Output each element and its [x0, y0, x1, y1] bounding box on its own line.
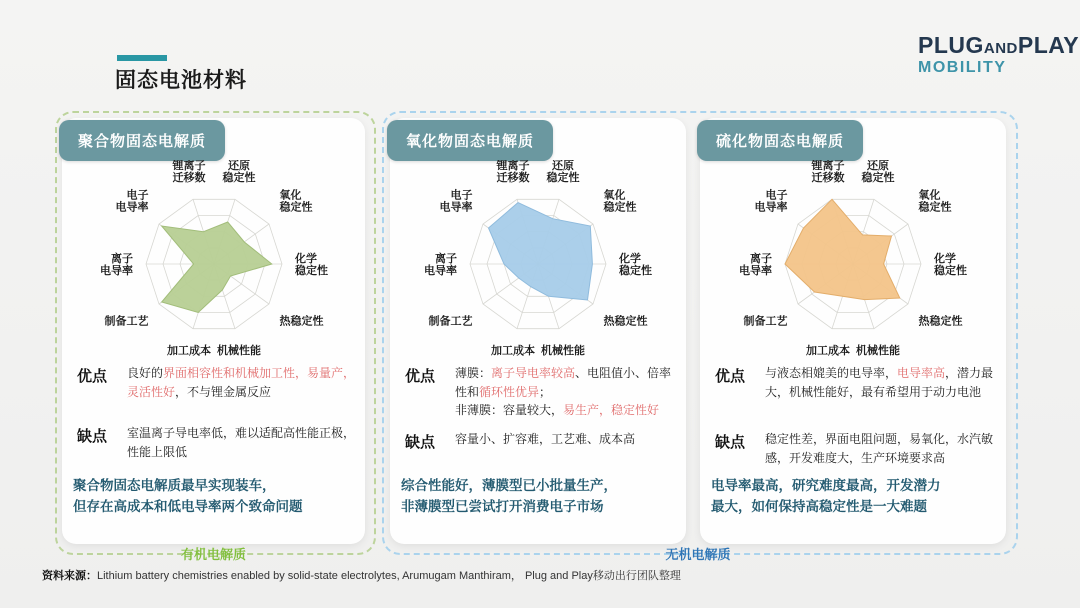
svg-text:锂离子迁移数: 锂离子迁移数	[811, 160, 845, 184]
svg-text:电子电导率: 电子电导率	[754, 188, 788, 214]
svg-text:离子电导率: 离子电导率	[99, 252, 133, 277]
svg-text:还原稳定性: 还原稳定性	[222, 160, 255, 184]
oxide-summary: 综合性能好，薄膜型已小批量生产， 非薄膜型已尝试打开消费电子市场	[401, 478, 617, 514]
cons-text: 容量小、扩容难，工艺难、成本高	[455, 432, 636, 446]
svg-text:机械性能: 机械性能	[541, 344, 585, 357]
polymer-radar-chart	[84, 160, 344, 360]
inorganic-electrolyte-group	[382, 111, 1018, 555]
sulfide-summary: 电导率最高，研究难度最高，开发潜力 最大，如何保持高稳定性是一大难题	[711, 478, 941, 514]
pros-text: 良好的界面相容性和机械加工性，易量产，灵活性好，不与锂金属反应	[127, 366, 356, 399]
sulfide-panel	[700, 118, 1006, 544]
title-accent-bar	[117, 55, 167, 61]
radar-chart-svg	[408, 160, 668, 360]
svg-text:化学稳定性: 化学稳定性	[619, 252, 652, 277]
pros-text: 薄膜：离子导电率较高、电阻值小、倍率性和循环性优异； 非薄膜：容量较大，易生产，稳定性好	[455, 366, 672, 418]
svg-text:锂离子迁移数: 锂离子迁移数	[172, 160, 205, 184]
svg-text:离子电导率: 离子电导率	[739, 252, 772, 277]
svg-text:热稳定性: 热稳定性	[918, 314, 963, 328]
sulfide-radar-chart	[723, 160, 983, 360]
svg-text:制备工艺: 制备工艺	[428, 314, 473, 328]
svg-text:热稳定性: 热稳定性	[603, 314, 648, 328]
page-title: 固态电池材料	[115, 69, 247, 92]
cons-label: 缺点	[405, 434, 436, 451]
plug-and-play-logo	[918, 33, 1079, 77]
svg-text:离子电导率: 离子电导率	[424, 252, 457, 277]
svg-text:化学稳定性: 化学稳定性	[294, 252, 328, 277]
svg-text:还原稳定性: 还原稳定性	[861, 160, 895, 184]
polymer-summary: 聚合物固态电解质最早实现装车， 但存在高成本和低电导率两个致命问题	[73, 478, 303, 514]
sulfide-cons-row	[712, 430, 1000, 467]
pros-label: 优点	[77, 368, 108, 385]
svg-text:加工成本: 加工成本	[166, 344, 211, 357]
logo-mobility: MOBILITY	[918, 59, 1007, 77]
organic-group-label: 有机电解质	[180, 547, 246, 562]
sulfide-panel-header: 硫化物固态电解质	[697, 120, 863, 161]
radar-chart-svg	[84, 160, 344, 360]
polymer-panel-header: 聚合物固态电解质	[59, 120, 225, 161]
oxide-radar-chart	[408, 160, 668, 360]
cons-text: 稳定性差，界面电阻问题，易氧化，水汽敏感，开发难度大，生产环境要求高	[765, 432, 994, 465]
oxide-cons-row	[402, 430, 680, 452]
svg-text:加工成本: 加工成本	[491, 344, 535, 357]
cons-label: 缺点	[715, 434, 746, 451]
svg-text:制备工艺: 制备工艺	[743, 314, 788, 328]
polymer-panel	[62, 118, 365, 544]
oxide-panel	[390, 118, 686, 544]
oxide-pros-row	[402, 364, 680, 420]
pros-label: 优点	[405, 368, 436, 385]
svg-text:氧化稳定性: 氧化稳定性	[603, 188, 637, 214]
svg-text:氧化稳定性: 氧化稳定性	[918, 188, 952, 214]
logo-wordmark: PLUGANDPLAY	[918, 32, 1080, 58]
pros-label: 优点	[715, 368, 746, 385]
svg-text:电子电导率: 电子电导率	[439, 188, 473, 214]
svg-text:还原稳定性: 还原稳定性	[546, 160, 580, 184]
radar-chart-svg	[723, 160, 983, 360]
svg-text:化学稳定性: 化学稳定性	[934, 252, 967, 277]
source-text: Lithium battery chemistries enabled by solid-state electrolytes, Arumugam Manthiram， Plug and Play移动出行团队整理	[97, 570, 681, 582]
cons-label: 缺点	[77, 428, 108, 445]
svg-text:制备工艺: 制备工艺	[104, 314, 148, 328]
svg-text:加工成本: 加工成本	[806, 344, 850, 357]
sulfide-pros-row	[712, 364, 1000, 401]
svg-text:氧化稳定性: 氧化稳定性	[279, 188, 312, 214]
svg-text:热稳定性: 热稳定性	[279, 314, 323, 328]
svg-text:机械性能: 机械性能	[216, 344, 261, 357]
source-note	[42, 567, 681, 583]
source-label: 资料来源：	[42, 570, 97, 582]
pros-text: 与液态相媲美的电导率，电导率高，潜力最大，机械性能好，最有希望用于动力电池	[765, 366, 994, 399]
cons-text: 室温离子导电率低，难以适配高性能正极，性能上限低	[127, 426, 356, 459]
svg-text:电子电导率: 电子电导率	[115, 188, 148, 214]
svg-text:锂离子迁移数: 锂离子迁移数	[496, 160, 530, 184]
polymer-cons-row	[74, 424, 359, 461]
inorganic-group-label: 无机电解质	[665, 547, 731, 562]
polymer-pros-row	[74, 364, 359, 401]
organic-electrolyte-group	[55, 111, 376, 555]
oxide-panel-header: 氧化物固态电解质	[387, 120, 553, 161]
svg-text:机械性能: 机械性能	[856, 344, 900, 357]
